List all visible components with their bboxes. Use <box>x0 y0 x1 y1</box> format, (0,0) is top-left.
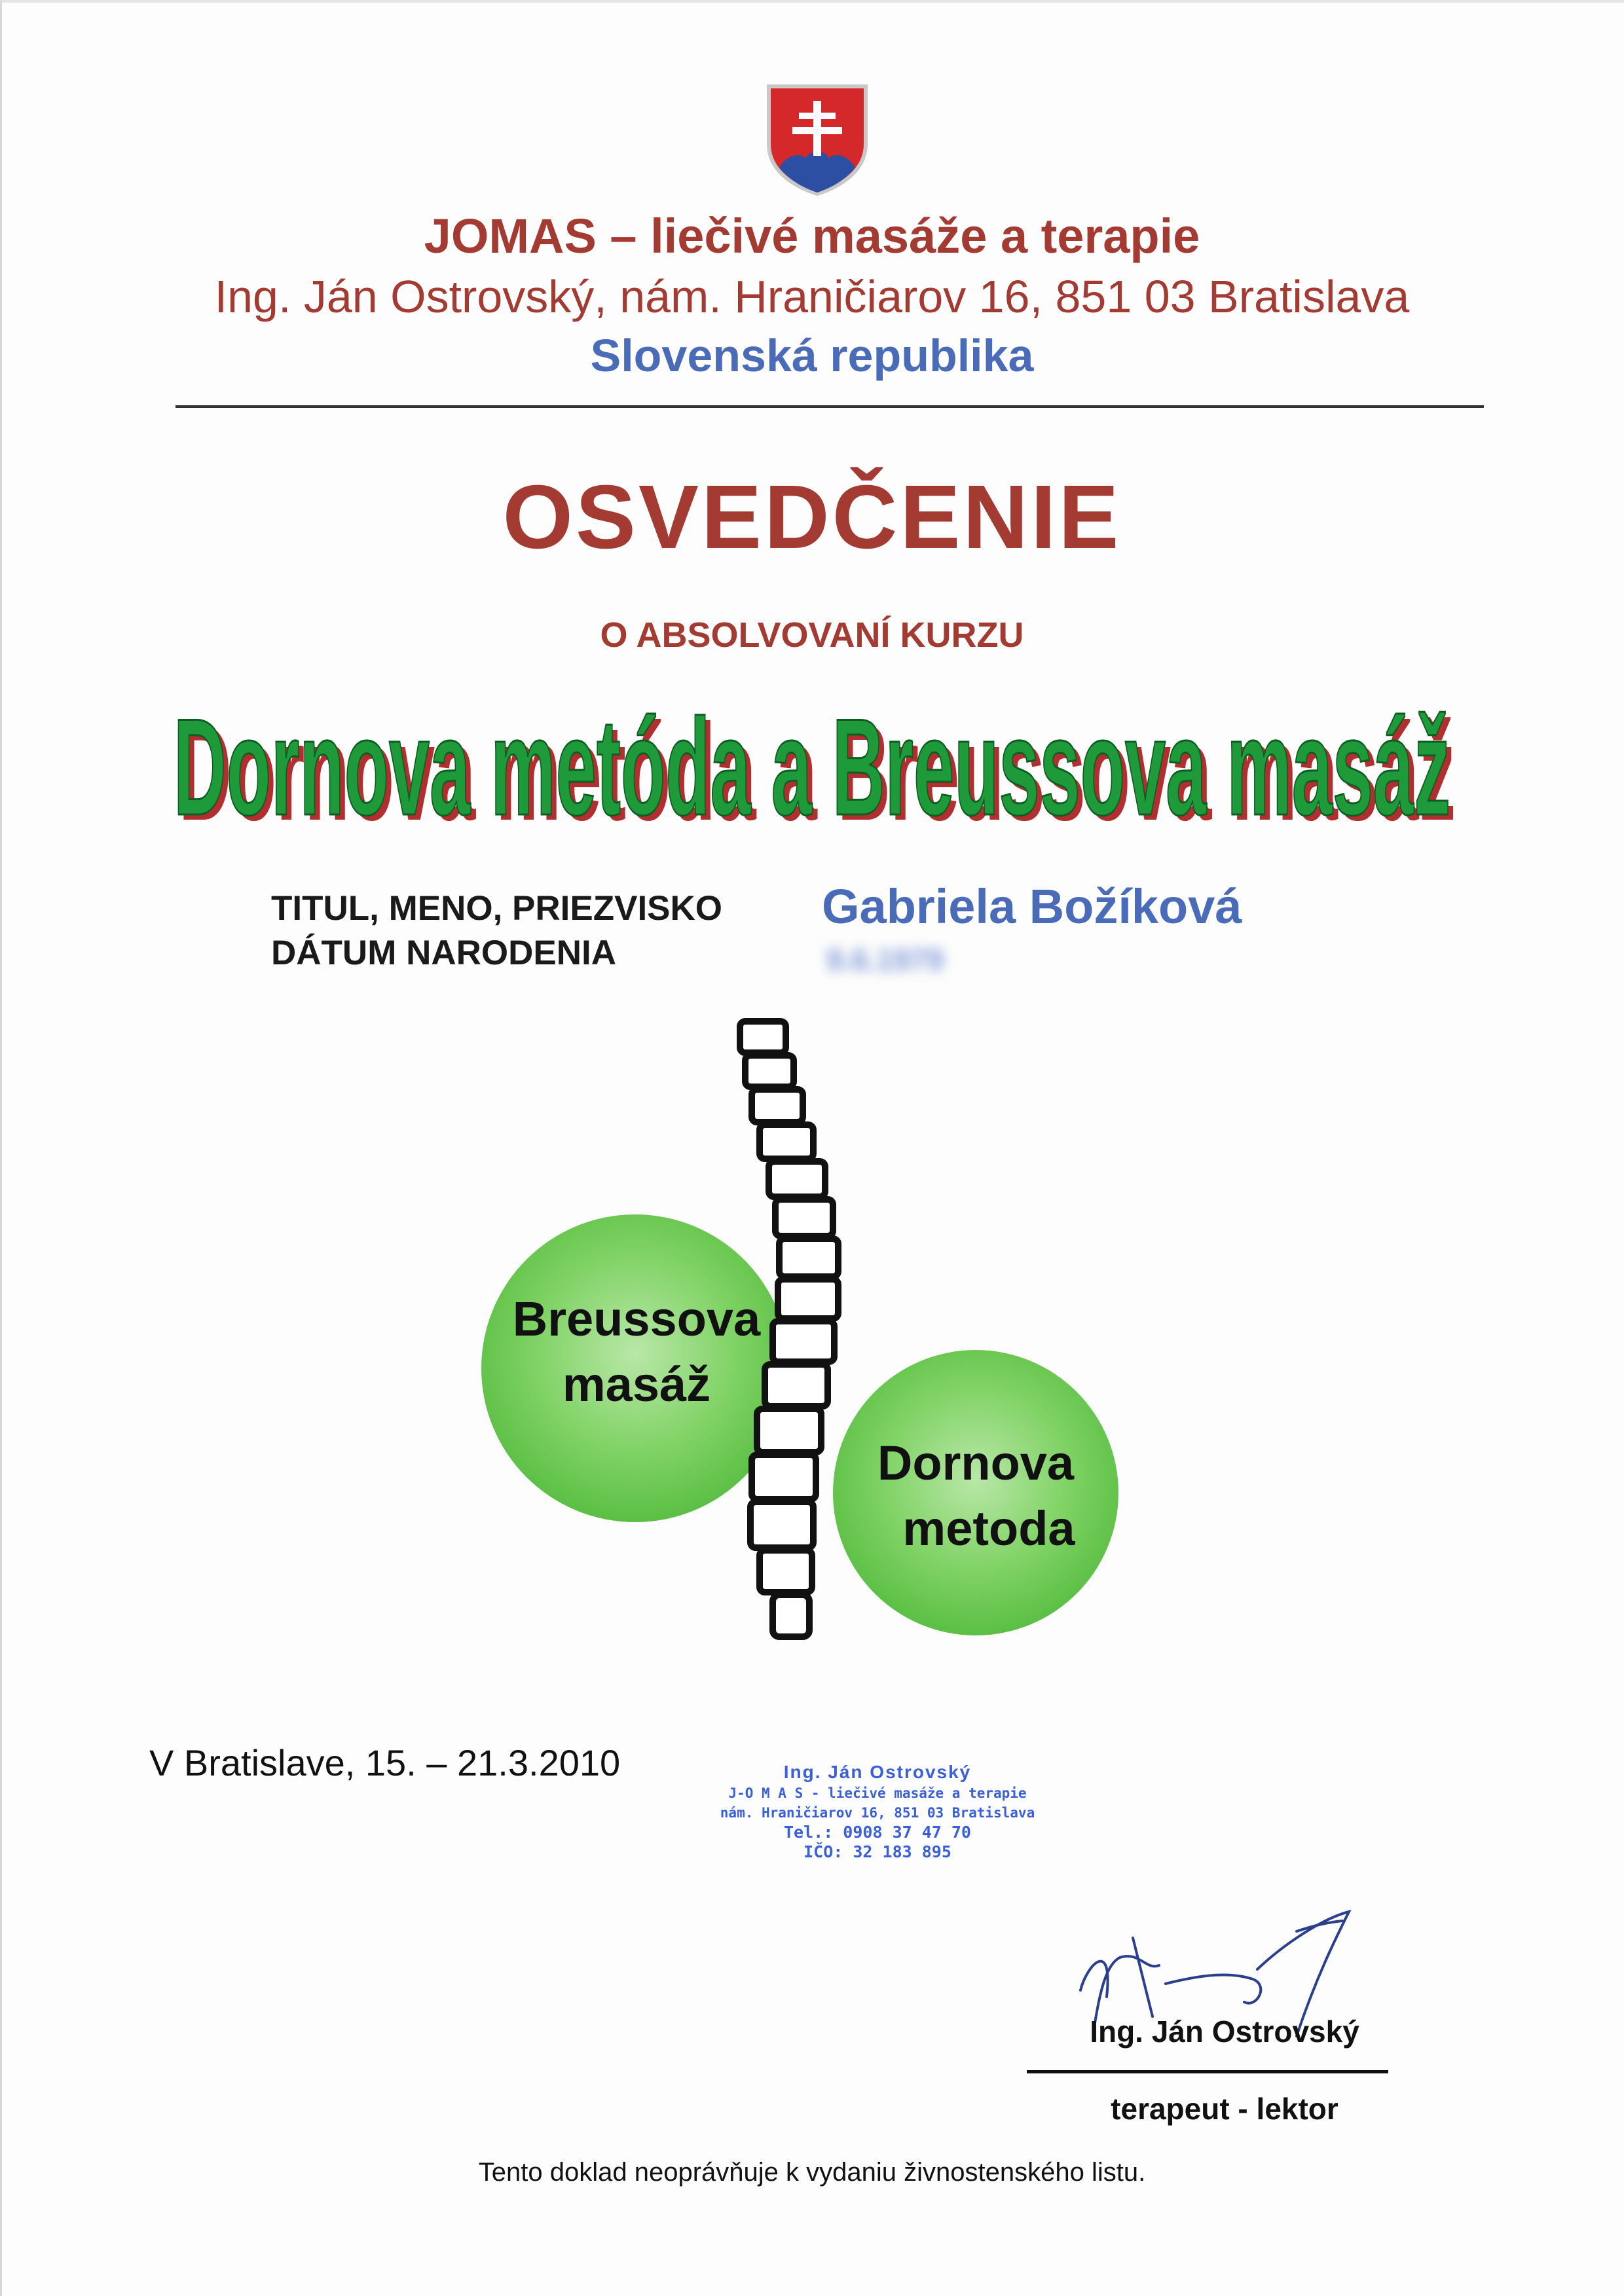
holder-name: Gabriela Božíková <box>822 879 1242 934</box>
name-label: TITUL, MENO, PRIEZVISKO <box>271 889 723 928</box>
dornova-label-line1: Dornova <box>877 1436 1075 1490</box>
holder-dob: 9.6.1979 <box>826 943 944 977</box>
stamp-line: J-O M A S - liečivé masáže a terapie <box>728 1785 1027 1801</box>
breussova-label-line1: Breussova <box>512 1292 761 1346</box>
breussova-label-line2: masáž <box>562 1357 711 1412</box>
signatory-name: Ing. Ján Ostrovský <box>1090 2014 1359 2049</box>
stamp-line: nám. Hraničiarov 16, 851 03 Bratislava <box>720 1805 1035 1821</box>
course-illustration <box>452 1008 1159 1650</box>
header-divider <box>175 405 1484 408</box>
dornova-circle <box>833 1350 1118 1635</box>
footnote: Tento doklad neoprávňuje k vydaniu živnostenského listu. <box>478 2158 1146 2187</box>
organization-country: Slovenská republika <box>590 330 1034 381</box>
certificate-subtitle: O ABSOLVOVANÍ KURZU <box>600 615 1024 655</box>
slovak-coat-of-arms-icon <box>766 84 868 196</box>
stamp-line: Tel.: 0908 37 47 70 <box>784 1823 971 1842</box>
signature-line <box>1027 2070 1388 2073</box>
dornova-label-line2: metoda <box>902 1501 1075 1556</box>
signatory-role: terapeut - lektor <box>1111 2092 1338 2126</box>
stamp-line: IČO: 32 183 895 <box>803 1842 951 1861</box>
course-title-shadow: Dornova metóda a Breussova masáž <box>179 695 1456 838</box>
certificate-title: OSVEDČENIE <box>502 467 1122 568</box>
place-and-date: V Bratislave, 15. – 21.3.2010 <box>149 1742 621 1783</box>
course-title: Dornova metóda a Breussova masáž <box>174 690 1450 838</box>
dob-label: DÁTUM NARODENIA <box>271 934 617 972</box>
organization-name: JOMAS – liečivé masáže a terapie <box>424 209 1200 263</box>
organization-address: Ing. Ján Ostrovský, nám. Hraničiarov 16, 851 03 Bratislava <box>214 271 1410 322</box>
stamp-name: Ing. Ján Ostrovský <box>783 1762 972 1782</box>
course-title-block <box>0 687 1624 838</box>
issuer-stamp <box>694 1761 1061 1862</box>
